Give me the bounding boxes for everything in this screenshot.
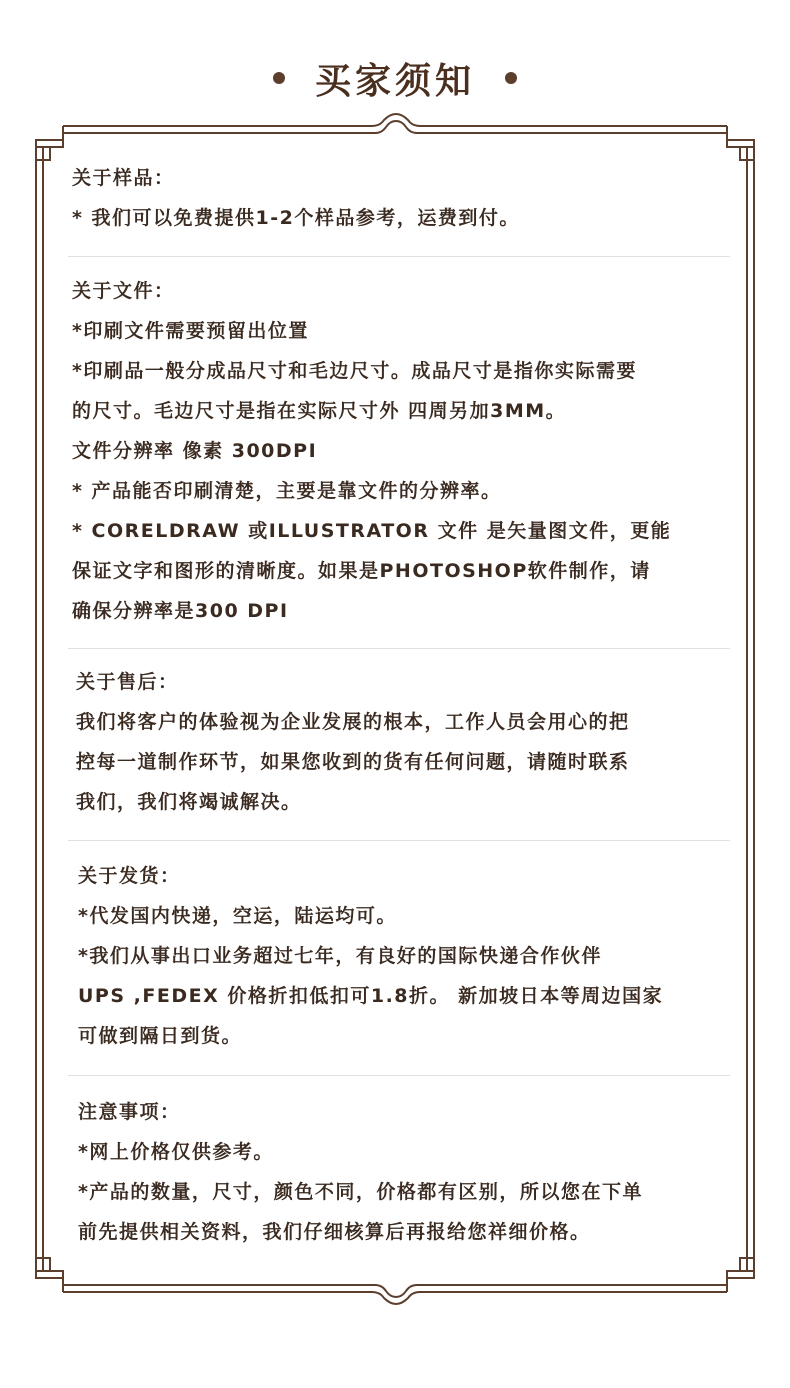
section-line: 前先提供相关资料，我们仔细核算后再报给您祥细价格。 bbox=[78, 1221, 591, 1243]
section-heading: 关于样品： bbox=[72, 167, 175, 189]
section-line: *印刷品一般分成品尺寸和毛边尺寸。成品尺寸是指你实际需要 bbox=[72, 360, 637, 382]
section-files bbox=[72, 271, 737, 631]
section-samples bbox=[72, 158, 737, 238]
section-line: 我们，我们将竭诚解决。 bbox=[76, 791, 302, 813]
section-heading: 注意事项： bbox=[78, 1101, 181, 1123]
section-heading: 关于文件： bbox=[72, 280, 175, 302]
section-line: 保证文字和图形的清晰度。如果是PHOTOSHOP软件制作，请 bbox=[72, 560, 651, 582]
section-line: * 产品能否印刷清楚，主要是靠文件的分辨率。 bbox=[72, 480, 502, 502]
section-line: *网上价格仅供参考。 bbox=[78, 1141, 274, 1163]
section-line: 文件分辨率 像素 300DPI bbox=[72, 440, 318, 462]
section-line: *产品的数量，尺寸，颜色不同，价格都有区别，所以您在下单 bbox=[78, 1181, 643, 1203]
section-after-sales bbox=[76, 662, 741, 822]
divider bbox=[68, 1075, 730, 1076]
page-title: 买家须知 bbox=[314, 60, 475, 102]
section-line: 我们将客户的体验视为企业发展的根本，工作人员会用心的把 bbox=[76, 711, 630, 733]
divider bbox=[68, 840, 730, 841]
section-heading: 关于售后： bbox=[76, 671, 179, 693]
divider bbox=[68, 648, 730, 649]
section-line: 控每一道制作环节，如果您收到的货有任何问题，请随时联系 bbox=[76, 751, 630, 773]
section-line: *印刷文件需要预留出位置 bbox=[72, 320, 309, 342]
section-notes bbox=[78, 1092, 743, 1252]
section-line: UPS ,FEDEX 价格折扣低扣可1.8折。 新加坡日本等周边国家 bbox=[78, 985, 664, 1007]
section-line: * CORELDRAW 或ILLUSTRATOR 文件 是矢量图文件，更能 bbox=[72, 520, 672, 542]
section-line: 确保分辨率是300 DPI bbox=[72, 600, 289, 622]
section-line: 可做到隔日到货。 bbox=[78, 1025, 243, 1047]
section-line: *代发国内快递，空运，陆运均可。 bbox=[78, 905, 397, 927]
section-line: 的尺寸。毛边尺寸是指在实际尺寸外 四周另加3MM。 bbox=[72, 400, 567, 422]
section-line: *我们从事出口业务超过七年，有良好的国际快递合作伙伴 bbox=[78, 945, 602, 967]
divider bbox=[68, 256, 730, 257]
section-line: * 我们可以免费提供1-2个样品参考，运费到付。 bbox=[72, 207, 520, 229]
section-shipping bbox=[78, 856, 743, 1056]
section-heading: 关于发货： bbox=[78, 865, 181, 887]
